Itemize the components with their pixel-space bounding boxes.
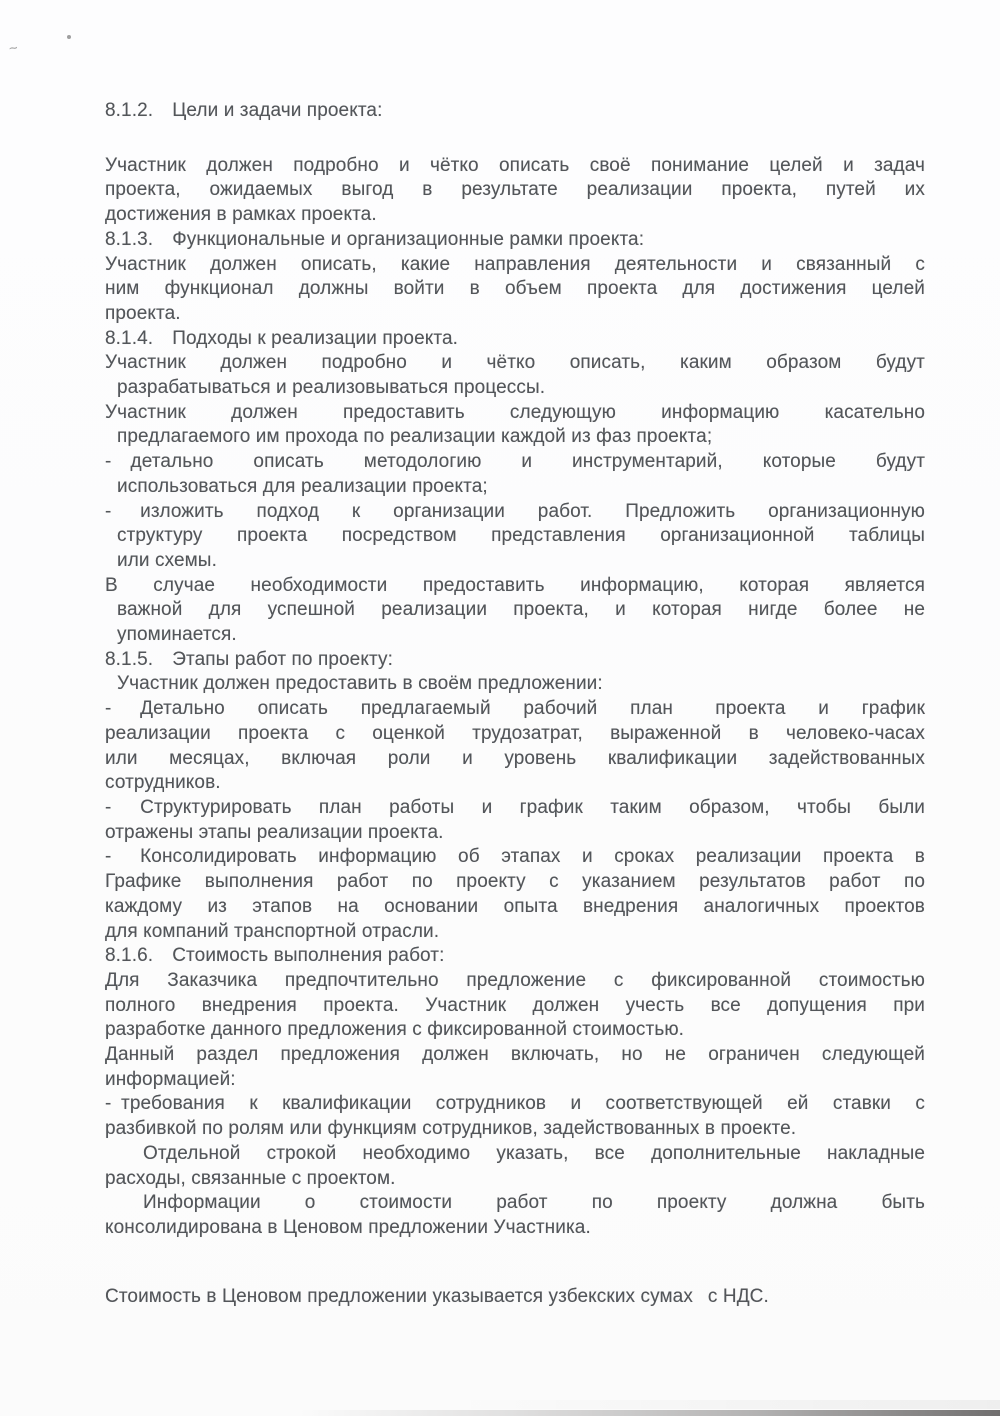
text-line: каждому из этапов на основании опыта внедрения аналогичных проектов [105, 895, 925, 917]
bullet-line: - Консолидировать информацию об этапах и сроках реализации проекта в [105, 846, 925, 868]
text-line: Участник должен предоставить в своём предложении: [117, 673, 603, 695]
bullet-line: - детально описать методологию и инструментарий, которые будут [105, 451, 925, 473]
text-line: Для Заказчика предпочтительно предложение с фиксированной стоимостью [105, 969, 925, 991]
text-line: структуру проекта посредством представления организационной таблицы [117, 525, 925, 547]
scan-squiggle-mark: ~ [7, 39, 20, 58]
text-line: ним функционал должны войти в объем проекта для достижения целей [105, 278, 925, 300]
text-line: разбивкой по ролям или функциям сотрудников, задействованных в проекте. [105, 1118, 797, 1140]
document-text-block [105, 99, 925, 1309]
text-line: для компаний транспортной отрасли. [105, 920, 440, 942]
text-line: разработке данного предложения с фиксированной стоимостью. [105, 1019, 685, 1041]
text-line: расходы, связанные с проектом. [105, 1167, 396, 1189]
text-line: полного внедрения проекта. Участник должен учесть все допущения при [105, 994, 925, 1016]
section-heading-8-1-2: 8.1.2. Цели и задачи проекта: [105, 100, 383, 121]
scan-speck-dot [67, 35, 71, 39]
text-line: использоваться для реализации проекта; [117, 475, 488, 497]
text-line: предлагаемого им прохода по реализации каждой из фаз проекта; [117, 426, 713, 448]
text-line: Участник должен подробно и чётко описать, каким образом будут [105, 352, 925, 374]
text-line: или схемы. [117, 549, 217, 571]
text-line: Участник должен предоставить следующую информацию касательно [105, 401, 925, 423]
text-line: В случае необходимости предоставить информацию, которая является [105, 574, 925, 596]
text-line: Графике выполнения работ по проекту с указанием результатов работ по [105, 871, 925, 893]
scan-edge-bar [300, 1410, 1000, 1416]
bullet-line: - Детально описать предлагаемый рабочий план проекта и график [105, 698, 925, 720]
section-heading-8-1-4: 8.1.4. Подходы к реализации проекта. [105, 327, 458, 349]
bullet-line: - требования к квалификации сотрудников и соответствующей ей ставки с [105, 1093, 925, 1115]
text-line: Участник должен описать, какие направления деятельности и связанный с [105, 253, 925, 275]
text-line: консолидирована в Ценовом предложении Участника. [105, 1216, 591, 1238]
text-line: или месяцах, включая роли и уровень квалификации задействованных [105, 747, 925, 769]
scan-shadow-smudge [0, 1400, 1000, 1409]
bullet-line: - изложить подход к организации работ. Предложить организационную [105, 500, 925, 522]
text-line: упоминается. [117, 624, 237, 646]
text-line: разрабатываться и реализовываться процессы. [117, 377, 546, 399]
text-line: Отдельной строкой необходимо указать, все дополнительные накладные [143, 1142, 925, 1164]
text-line: важной для успешной реализации проекта, и которая нигде более не [117, 599, 925, 621]
bullet-line: - Структурировать план работы и график таким образом, чтобы были [105, 796, 925, 818]
text-line: Участник должен подробно и чётко описать своё понимание целей и задач [105, 154, 925, 176]
text-line: информацией: [105, 1068, 236, 1090]
text-line: Данный раздел предложения должен включать, но не ограничен следующей [105, 1044, 925, 1066]
section-heading-8-1-3: 8.1.3. Функциональные и организационные рамки проекта: [105, 228, 645, 250]
text-line: сотрудников. [105, 772, 221, 794]
closing-note-line: Стоимость в Ценовом предложении указывается узбекских сумах с НДС. [105, 1285, 769, 1307]
text-line: достижения в рамках проекта. [105, 204, 377, 226]
section-heading-8-1-5: 8.1.5. Этапы работ по проекту: [105, 648, 393, 670]
text-line: проекта. [105, 302, 181, 324]
text-line: проекта, ожидаемых выгод в результате реализации проекта, путей их [105, 179, 925, 201]
section-heading-8-1-6: 8.1.6. Стоимость выполнения работ: [105, 945, 445, 967]
text-line: Информации о стоимости работ по проекту должна быть [143, 1192, 925, 1214]
text-line: отражены этапы реализации проекта. [105, 821, 444, 843]
text-line: реализации проекта с оценкой трудозатрат, выраженной в человеко-часах [105, 722, 925, 744]
